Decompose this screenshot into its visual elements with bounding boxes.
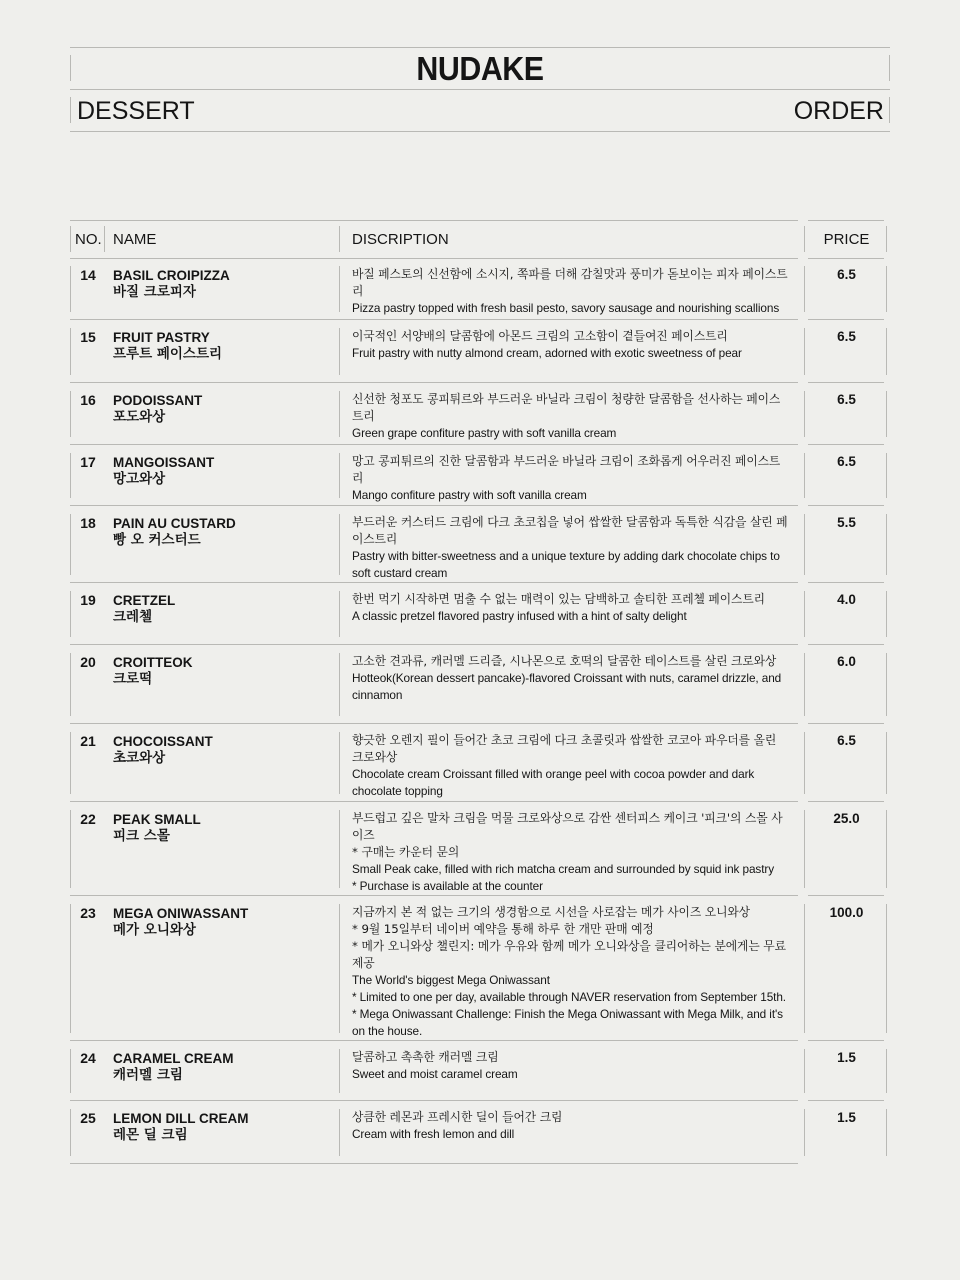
row-tick — [339, 391, 340, 437]
description-line: Sweet and moist caramel cream — [352, 1067, 518, 1081]
section-label-dessert: DESSERT — [77, 97, 195, 125]
row-tick — [339, 453, 340, 498]
header-right-tick-2 — [889, 97, 890, 123]
header-right-tick — [889, 55, 890, 81]
description-line: 향긋한 오렌지 필이 들어간 초코 크림에 다크 초콜릿과 쌉쌀한 코코아 파우더를 올린 크로와상 — [352, 733, 777, 764]
description-line: * Purchase is available at the counter — [352, 879, 543, 893]
table-row — [0, 1101, 960, 1164]
description-line: * Limited to one per day, available through NAVER reservation from September 15th. — [352, 990, 786, 1004]
description-line: 한번 먹기 시작하면 멈출 수 없는 매력이 있는 담백하고 솔티한 프레첼 페이스트리 — [352, 592, 765, 606]
brand-title: NUDAKE — [416, 50, 544, 87]
item-name-kr: 포도와상 — [113, 409, 166, 425]
description-line: Green grape confiture pastry with soft vanilla cream — [352, 426, 617, 440]
table-row — [0, 506, 960, 583]
item-name-kr: 레몬 딜 크림 — [113, 1127, 188, 1143]
description-line: * 메가 오니와상 챌린지: 메가 우유와 함께 메가 오니와상을 클리어하는 분에게는 무료 제공 — [352, 939, 786, 970]
column-header-name: NAME — [113, 231, 157, 248]
item-description — [352, 328, 788, 362]
item-name-kr: 빵 오 커스터드 — [113, 532, 201, 548]
item-price: 6.5 — [837, 733, 856, 748]
table-row — [0, 1041, 960, 1101]
header-left-tick-2 — [70, 97, 71, 123]
item-name — [113, 1110, 333, 1144]
item-name-kr: 프루트 페이스트리 — [113, 346, 223, 362]
item-number: 24 — [80, 1050, 96, 1066]
row-tick — [339, 653, 340, 716]
item-name-kr: 크로떡 — [113, 671, 153, 687]
item-price: 5.5 — [837, 515, 856, 530]
table-row — [0, 383, 960, 445]
item-description — [352, 653, 788, 704]
item-number: 23 — [80, 905, 96, 921]
table-row — [0, 802, 960, 896]
col-tick — [339, 226, 340, 252]
item-price: 6.5 — [837, 267, 856, 282]
item-description — [352, 591, 788, 625]
description-line: 달콤하고 촉촉한 캐러멜 크림 — [352, 1050, 499, 1064]
item-name-en: CROITTEOK — [113, 655, 193, 670]
item-name-en: CHOCOISSANT — [113, 734, 213, 749]
item-price: 1.5 — [837, 1050, 856, 1065]
item-price: 6.5 — [837, 454, 856, 469]
item-name — [113, 392, 333, 426]
description-line: Mango confiture pastry with soft vanilla cream — [352, 488, 587, 502]
item-name — [113, 267, 333, 301]
item-name-en: MANGOISSANT — [113, 455, 215, 470]
column-header-description: DISCRIPTION — [352, 231, 449, 248]
description-line: Hotteok(Korean dessert pancake)-flavored Croissant with nuts, caramel drizzle, and cinnamon — [352, 671, 782, 702]
item-description — [352, 453, 788, 504]
column-header-price: PRICE — [823, 231, 870, 248]
description-line: 지금까지 본 적 없는 크기의 생경함으로 시선을 사로잡는 메가 사이즈 오니와상 — [352, 905, 750, 919]
section-label-order: ORDER — [793, 97, 884, 125]
table-row — [0, 896, 960, 1041]
description-line: 상큼한 레몬과 프레시한 딜이 들어간 크림 — [352, 1110, 563, 1124]
item-name-en: PAIN AU CUSTARD — [113, 516, 236, 531]
description-line: Chocolate cream Croissant filled with orange peel with cocoa powder and dark chocolate topping — [352, 767, 755, 798]
col-tick — [104, 226, 105, 252]
row-tick — [339, 810, 340, 888]
description-line: 망고 콩피튀르의 진한 달콤함과 부드러운 바닐라 크림이 조화롭게 어우러진 페이스트리 — [352, 454, 781, 485]
row-tick — [339, 591, 340, 637]
description-line: Cream with fresh lemon and dill — [352, 1127, 515, 1141]
row-tick — [70, 904, 71, 1033]
description-line: 이국적인 서양배의 달콤함에 아몬드 크림의 고소함이 곁들여진 페이스트리 — [352, 329, 728, 343]
description-line: 바질 페스토의 신선함에 소시지, 쪽파를 더해 감칠맛과 풍미가 돋보이는 피자 페이스트리 — [352, 267, 788, 298]
item-description — [352, 266, 788, 317]
row-tick — [804, 904, 805, 1033]
description-line: * 구매는 카운터 문의 — [352, 845, 460, 859]
item-number: 18 — [80, 515, 96, 531]
item-name-kr: 피크 스몰 — [113, 828, 170, 844]
row-tick — [339, 1049, 340, 1093]
row-tick — [339, 266, 340, 312]
item-name-en: CRETZEL — [113, 593, 176, 608]
item-name-en: MEGA ONIWASSANT — [113, 906, 249, 921]
item-description — [352, 1049, 788, 1083]
row-tick — [339, 328, 340, 375]
item-number: 15 — [80, 329, 96, 345]
description-line: * 9월 15일부터 네이버 예약을 통해 하루 한 개만 판매 예정 — [352, 922, 654, 936]
item-name-kr: 메가 오니와상 — [113, 922, 196, 938]
description-line: Pizza pastry topped with fresh basil pesto, savory sausage and nourishing scallions — [352, 301, 780, 315]
item-number: 17 — [80, 454, 96, 470]
item-description — [352, 904, 788, 1040]
item-description — [352, 732, 788, 800]
item-price: 6.0 — [837, 654, 856, 669]
col-tick — [70, 226, 71, 252]
item-price: 1.5 — [837, 1110, 856, 1125]
table-row — [0, 320, 960, 383]
item-name-en: PEAK SMALL — [113, 812, 201, 827]
item-number: 22 — [80, 811, 96, 827]
item-description — [352, 391, 788, 442]
item-number: 14 — [80, 267, 96, 283]
item-number: 20 — [80, 654, 96, 670]
description-line: Small Peak cake, filled with rich matcha cream and surrounded by squid ink pastry — [352, 862, 775, 876]
item-name — [113, 654, 333, 688]
description-line: * Mega Oniwassant Challenge: Finish the Mega Oniwassant with Mega Milk, and it's on the house. — [352, 1007, 783, 1038]
item-description — [352, 1109, 788, 1143]
row-tick — [339, 514, 340, 575]
row-tick — [886, 904, 887, 1033]
item-price: 100.0 — [829, 905, 864, 920]
item-price: 25.0 — [833, 811, 860, 826]
item-number: 19 — [80, 592, 96, 608]
description-line: 고소한 견과류, 캐러멜 드리즐, 시나몬으로 호떡의 달콤한 테이스트를 살린 크로와상 — [352, 654, 777, 668]
item-name-kr: 망고와상 — [113, 471, 166, 487]
item-name-kr: 크레첼 — [113, 609, 153, 625]
row-divider — [70, 1163, 798, 1164]
item-name — [113, 1050, 333, 1084]
item-number: 16 — [80, 392, 96, 408]
item-name-kr: 바질 크로피자 — [113, 284, 196, 300]
table-row — [0, 583, 960, 645]
price-top-rule — [808, 220, 884, 221]
item-name-en: CARAMEL CREAM — [113, 1051, 234, 1066]
item-number: 25 — [80, 1110, 96, 1126]
item-price: 6.5 — [837, 392, 856, 407]
item-name — [113, 592, 333, 626]
row-tick — [339, 732, 340, 794]
description-line: A classic pretzel flavored pastry infused with a hint of salty delight — [352, 609, 687, 623]
item-name — [113, 454, 333, 488]
description-line: Fruit pastry with nutty almond cream, adorned with exotic sweetness of pear — [352, 346, 742, 360]
item-name — [113, 811, 333, 845]
description-line: Pastry with bitter-sweetness and a unique texture by adding dark chocolate chips to soft custard cream — [352, 549, 780, 580]
item-name-kr: 캐러멜 크림 — [113, 1067, 183, 1083]
description-line: 부드러운 커스터드 크림에 다크 초코칩을 넣어 쌉쌀한 달콤함과 독특한 식감을 살린 페이스트리 — [352, 515, 788, 546]
item-name-en: BASIL CROIPIZZA — [113, 268, 230, 283]
header-mid-rule — [70, 89, 890, 90]
table-row — [0, 724, 960, 802]
item-name-en: FRUIT PASTRY — [113, 330, 210, 345]
description-line: 신선한 청포도 콩피튀르와 부드러운 바닐라 크림이 청량한 달콤함을 선사하는 페이스트리 — [352, 392, 781, 423]
item-description — [352, 810, 788, 895]
table-row — [0, 645, 960, 724]
item-name-en: LEMON DILL CREAM — [113, 1111, 249, 1126]
header-bottom-rule — [70, 131, 890, 132]
table-row — [0, 258, 960, 320]
column-header-no: NO. — [75, 231, 102, 248]
header-left-tick — [70, 55, 71, 81]
description-line: The World's biggest Mega Oniwassant — [352, 973, 550, 987]
item-price: 6.5 — [837, 329, 856, 344]
description-line: 부드럽고 깊은 말차 크림을 먹물 크로와상으로 감싼 센터피스 케이크 '피크'의 스몰 사이즈 — [352, 811, 783, 842]
row-tick — [339, 1109, 340, 1156]
item-name — [113, 905, 333, 939]
row-tick — [339, 904, 340, 1033]
item-name-en: PODOISSANT — [113, 393, 203, 408]
item-price: 4.0 — [837, 592, 856, 607]
item-name — [113, 329, 333, 363]
item-name-kr: 초코와상 — [113, 750, 166, 766]
table-top-rule — [70, 220, 798, 221]
table-row — [0, 445, 960, 506]
item-name — [113, 515, 333, 549]
item-description — [352, 514, 788, 582]
item-number: 21 — [80, 733, 96, 749]
item-name — [113, 733, 333, 767]
